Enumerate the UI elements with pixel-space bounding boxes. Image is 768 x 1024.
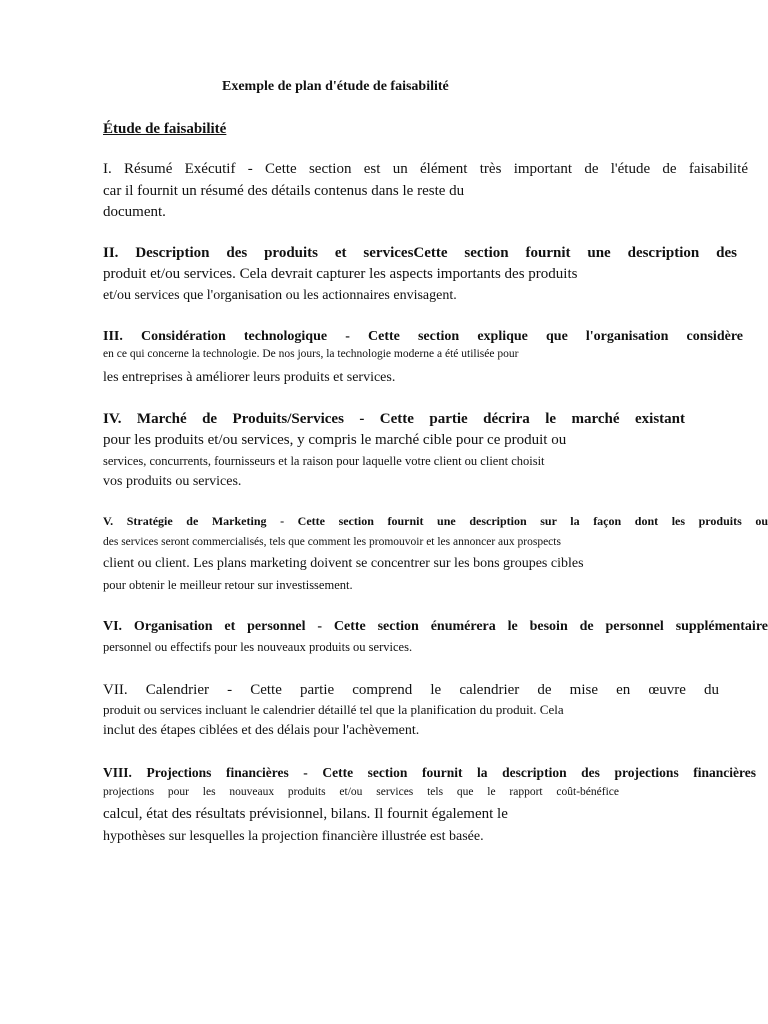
section-5-line-2: des services seront commercialisés, tels que comment les promouvoir et les annoncer aux prospects [103,536,561,548]
section-4-line-3: services, concurrents, fournisseurs et la raison pour laquelle votre client ou client choisit [103,454,545,468]
section-7-heading: VII. Calendrier - Cette partie comprend le calendrier de mise en œuvre du [103,682,719,698]
section-6-heading: VI. Organisation et personnel - Cette section énumérera le besoin de personnel supplémentaire [103,619,768,634]
section-1-line-3: document. [103,204,166,220]
section-2-line-3: et/ou services que l'organisation ou les actionnaires envisagent. [103,288,457,303]
section-2-heading: II. Description des produits et servicesCette section fournit une description des [103,245,737,261]
section-4-line-2: pour les produits et/ou services, y compris le marché cible pour ce produit ou [103,432,567,448]
section-7-line-2: produit ou services incluant le calendrier détaillé tel que la planification du produit. Cela [103,702,564,717]
section-3-heading: III. Considération technologique - Cette section explique que l'organisation considère [103,329,743,344]
section-5-line-4: pour obtenir le meilleur retour sur investissement. [103,578,353,592]
section-6-line-2: personnel ou effectifs pour les nouveaux produits ou services. [103,640,413,654]
section-3-line-2: en ce qui concerne la technologie. De nos jours, la technologie moderne a été utilisée pour [103,348,519,360]
section-5-heading: V. Stratégie de Marketing - Cette section fournit une description sur la façon dont les produits ou [103,515,768,528]
document-subtitle: Étude de faisabilité [103,121,227,137]
section-8-heading: VIII. Projections financières - Cette section fournit la description des projections financières [103,765,756,780]
section-5-line-3: client ou client. Les plans marketing doivent se concentrer sur les bons groupes cibles [103,556,584,571]
section-1-line-1: I. Résumé Exécutif - Cette section est un élément très important de l'étude de faisabilité [103,161,748,177]
section-2-line-2: produit et/ou services. Cela devrait capturer les aspects importants des produits [103,266,578,282]
document-title: Exemple de plan d'étude de faisabilité [222,79,449,94]
section-3-line-3: les entreprises à améliorer leurs produits et services. [103,370,396,385]
section-8-line-3: calcul, état des résultats prévisionnel, bilans. Il fournit également le [103,806,508,822]
section-4-line-4: vos produits ou services. [103,474,242,489]
section-7-line-3: inclut des étapes ciblées et des délais pour l'achèvement. [103,723,420,738]
section-8-line-4: hypothèses sur lesquelles la projection financière illustrée est basée. [103,829,484,844]
section-1-line-2: car il fournit un résumé des détails contenus dans le reste du [103,183,465,199]
section-8-line-2: projections pour les nouveaux produits et/ou services tels que le rapport coût-bénéfice [103,786,619,798]
section-4-heading: IV. Marché de Produits/Services - Cette partie décrira le marché existant [103,411,685,427]
